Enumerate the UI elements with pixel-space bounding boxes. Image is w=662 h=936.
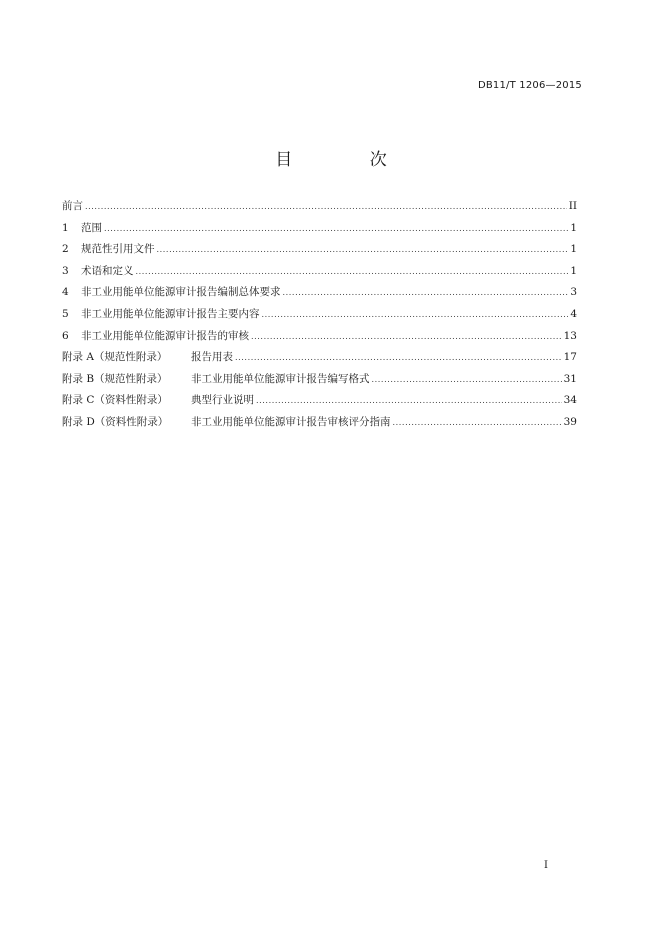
toc-entry-text: 非工业用能单位能源审计报告主要内容 xyxy=(81,307,260,320)
toc-leader-dots xyxy=(157,245,569,254)
toc-entry-number: 3 xyxy=(62,264,69,277)
toc-entry-page: 39 xyxy=(563,415,577,428)
toc-entry-text: 非工业用能单位能源审计报告的审核 xyxy=(81,329,249,342)
toc-entry[interactable] xyxy=(62,371,577,393)
toc-entry-text: 规范性引用文件 xyxy=(81,243,155,256)
toc-entry-text: 非工业用能单位能源审计报告审核评分指南 xyxy=(191,415,391,428)
toc-entry[interactable] xyxy=(62,198,577,220)
toc-title: 目 次 xyxy=(275,150,423,170)
toc-leader-dots xyxy=(372,375,562,384)
toc-entry-number: 2 xyxy=(62,243,69,256)
toc-entry-page: 31 xyxy=(563,372,577,385)
toc-entry-appendix: 附录 B（规范性附录） xyxy=(62,372,168,385)
toc-entry-page: 3 xyxy=(570,286,577,299)
toc-entry[interactable] xyxy=(62,328,577,350)
table-of-contents xyxy=(62,198,577,436)
document-code: DB11/T 1206—2015 xyxy=(477,80,582,91)
toc-leader-dots xyxy=(136,267,569,276)
toc-entry-label xyxy=(62,263,134,278)
toc-leader-dots xyxy=(393,418,562,427)
toc-leader-dots xyxy=(85,202,567,211)
toc-entry-page: 17 xyxy=(563,351,577,364)
toc-entry-label xyxy=(62,392,254,407)
toc-entry[interactable] xyxy=(62,414,577,436)
toc-entry[interactable] xyxy=(62,306,577,328)
toc-leader-dots xyxy=(251,332,562,341)
toc-entry-page: II xyxy=(568,200,577,212)
toc-entry[interactable] xyxy=(62,220,577,242)
toc-entry-text: 前言 xyxy=(62,200,83,212)
toc-leader-dots xyxy=(283,288,569,297)
toc-entry[interactable] xyxy=(62,392,577,414)
toc-entry-page: 4 xyxy=(570,307,577,320)
toc-entry-appendix: 附录 A（规范性附录） xyxy=(62,351,168,364)
toc-entry-text: 报告用表 xyxy=(191,351,233,364)
toc-entry-number: 4 xyxy=(62,286,69,299)
toc-entry-text: 术语和定义 xyxy=(81,264,134,277)
toc-entry-text: 非工业用能单位能源审计报告编写格式 xyxy=(191,372,370,385)
toc-entry[interactable] xyxy=(62,263,577,285)
toc-entry-label xyxy=(62,241,155,256)
toc-entry-text: 典型行业说明 xyxy=(191,394,254,407)
toc-entry-label xyxy=(62,328,249,343)
toc-entry-page: 1 xyxy=(570,264,577,277)
toc-entry-appendix: 附录 C（资料性附录） xyxy=(62,394,168,407)
page-number: I xyxy=(544,860,548,871)
toc-entry-label xyxy=(62,306,260,321)
toc-entry-label xyxy=(62,198,83,213)
toc-leader-dots xyxy=(256,396,562,405)
toc-entry-number: 1 xyxy=(62,221,69,234)
toc-entry[interactable] xyxy=(62,241,577,263)
toc-entry-text: 范围 xyxy=(81,221,102,234)
toc-entry-label xyxy=(62,371,370,386)
toc-entry-text: 非工业用能单位能源审计报告编制总体要求 xyxy=(81,286,281,299)
toc-entry-page: 1 xyxy=(570,243,577,256)
toc-entry[interactable] xyxy=(62,284,577,306)
toc-entry-page: 1 xyxy=(570,221,577,234)
toc-entry-number: 5 xyxy=(62,307,69,320)
toc-leader-dots xyxy=(104,224,568,233)
toc-entry-label xyxy=(62,284,281,299)
toc-entry-page: 34 xyxy=(563,394,577,407)
toc-leader-dots xyxy=(235,353,562,362)
toc-entry[interactable] xyxy=(62,349,577,371)
toc-entry-number: 6 xyxy=(62,329,69,342)
toc-entry-page: 13 xyxy=(563,329,577,342)
toc-entry-label xyxy=(62,349,233,364)
toc-entry-label xyxy=(62,414,391,429)
toc-entry-appendix: 附录 D（资料性附录） xyxy=(62,415,169,428)
toc-entry-label xyxy=(62,220,102,235)
toc-leader-dots xyxy=(262,310,569,319)
